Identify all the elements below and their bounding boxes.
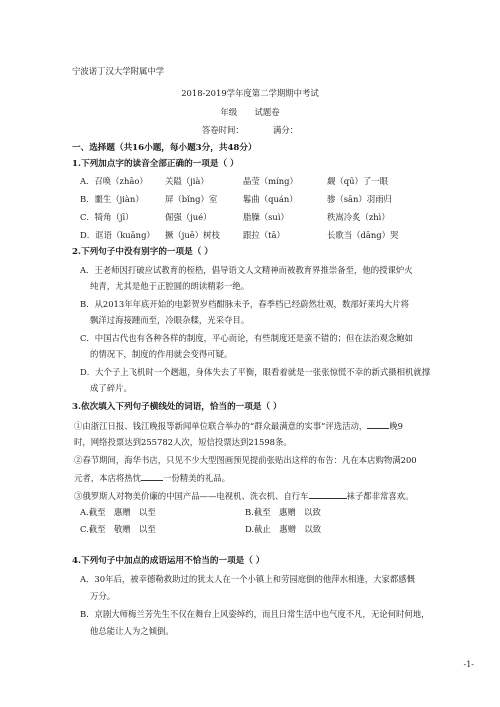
q1-row1-c2: 关隘（jià） bbox=[165, 176, 209, 186]
q3-sentence-3 bbox=[74, 490, 414, 502]
q2-option-b: B．从2013年年底开始的电影贺岁档酣脉未予，春季档已经蔚然壮观，数部好莱坞大片将 bbox=[80, 299, 409, 309]
q3-s1-part1: ①由浙江日报、钱江晚报等新闻单位联合举办的“群众最满意的实事”评选活动， bbox=[74, 421, 368, 431]
q1-row3-c2: 倔强（jué） bbox=[165, 212, 212, 222]
q1-row2-c2: 屏（bǐng）室 bbox=[165, 194, 218, 204]
q1-row4-c2: 撅（juē）树枝 bbox=[165, 230, 220, 240]
q4-option-b: B．京剧大师梅兰芳先生不仅在舞台上风姿绰约，而且日常生活中也气度不凡，无论何时何地， bbox=[80, 609, 430, 619]
q2-option-a: A．王老师因打破应试教育的桎梏，倡导语文人文精神而被教育界推崇备至，他的授课炉火 bbox=[80, 265, 413, 275]
q3-sentence-1 bbox=[74, 420, 403, 432]
q3-s3-part1: ③俄罗斯人对物美价廉的中国产品——电视机、洗衣机、自行车 bbox=[74, 491, 309, 501]
q3-option-d: D.截止 惠赠 以致 bbox=[245, 524, 322, 534]
q1-row4-c1: D．诓语（kuāng） bbox=[80, 230, 155, 240]
q1-row2-c1: B．噩生（jiàn） bbox=[80, 194, 144, 204]
q1-row1-c4: 觑（qū）了一眼 bbox=[327, 176, 389, 186]
q2-option-b-cont: 飘洋过海接踵而至，冷眼杂糅，光采夺目。 bbox=[90, 315, 250, 325]
grade-label: 年级 bbox=[220, 107, 238, 117]
q1-row2-c3: 鬈曲（quán） bbox=[243, 194, 298, 204]
q1-row3-c3: 脂臊（suì） bbox=[243, 212, 289, 222]
q3-s2-part1: 元者，本店将热忱 bbox=[74, 473, 141, 483]
exam-subtitle bbox=[0, 107, 500, 118]
q2-option-a-cont: 纯青，尤其是他于正腔圆的朗读精彩一绝。 bbox=[90, 281, 250, 291]
q3-option-b: B.截至 惠赠 以致 bbox=[245, 507, 321, 517]
paper-label: 试题卷 bbox=[254, 107, 280, 117]
q4-option-a: A．30年后，被幸德勒救助过的犹太人在一个小镇上和劳园庭倒的他萍水相逢，大家都感慨 bbox=[80, 574, 415, 584]
q3-sentence-2-cont bbox=[74, 472, 230, 484]
q2-option-c-cont: 的情况下，制度的作用就会变得可疑。 bbox=[90, 349, 233, 359]
q2-stem: 2.下列句子中没有别字的一项是（ ） bbox=[72, 247, 213, 257]
q3-s3-part2: 袜子都非常喜欢。 bbox=[346, 491, 414, 501]
q1-row3-c4: 秩嵩冷炙（zhì） bbox=[327, 212, 390, 222]
q1-row1-c3: 晶莹（míng） bbox=[243, 176, 298, 186]
q3-s1-part2: 晚9 bbox=[389, 421, 404, 431]
score-label: 满分： bbox=[273, 125, 299, 135]
q3-stem: 3.依次填入下列句子横线处的词语，恰当的一项是（ ） bbox=[72, 402, 282, 412]
q3-s2-blank bbox=[141, 472, 163, 481]
q1-stem: 1.下列加点字的读音全部正确的一项是（ ） bbox=[72, 159, 239, 169]
exam-title: 2018-2019学年度第二学期期中考试 bbox=[181, 88, 319, 98]
q3-s2-part2: 一份精美的礼品。 bbox=[163, 473, 230, 483]
q3-s1-blank bbox=[367, 420, 389, 429]
q3-sentence-2: ②春节期间，海华书店，只见不少大型图画预见提前张贴出这样的布告：凡在本店购物满200 bbox=[74, 455, 417, 465]
section-heading: 一、选择题（共16小题，每小题3分，共48分） bbox=[72, 143, 257, 153]
q2-option-c: C．中国古代也有各种各样的制度，平心而论，有些制度还是蛮不错的；但在法治观念鲍如 bbox=[80, 333, 414, 343]
q4-option-a-cont: 万分。 bbox=[90, 591, 116, 601]
page-number: -1- bbox=[463, 660, 474, 669]
q2-option-d-cont: 成了碎片。 bbox=[90, 383, 132, 393]
q3-option-c: C.截至 敬赠 以至 bbox=[80, 524, 156, 534]
q1-row2-c4: 骖（sān）羽雨归 bbox=[327, 194, 392, 204]
q1-row4-c3: 跟拉（tā） bbox=[243, 230, 285, 240]
q1-row3-c1: C．犄角（jī） bbox=[80, 212, 134, 222]
q4-stem: 4.下列句子中加点的成语运用不恰当的一项是（ ） bbox=[72, 556, 265, 566]
q4-option-b-cont: 他总能让人为之倾倒。 bbox=[90, 626, 174, 636]
exam-meta bbox=[0, 125, 500, 136]
q3-option-a: A.截至 惠赠 以至 bbox=[80, 507, 156, 517]
q2-option-d: D．大个子上飞机时一个趔趄，身体失去了平衡，眼看着就是一张张惊慌不幸的新式摄相机就撑 bbox=[80, 367, 431, 377]
time-label: 答卷时间： bbox=[201, 125, 244, 135]
q3-s3-blank bbox=[309, 490, 347, 499]
q1-row1-c1: A．召唤（zhāo） bbox=[80, 176, 148, 186]
school-name: 宁波诺丁汉大学附属中学 bbox=[72, 66, 165, 76]
q3-sentence-1-cont: 时，网络投票达到255782人次，短信投票达到21598条。 bbox=[74, 437, 292, 447]
q1-row4-c4: 长歌当（dāng）哭 bbox=[327, 230, 399, 240]
